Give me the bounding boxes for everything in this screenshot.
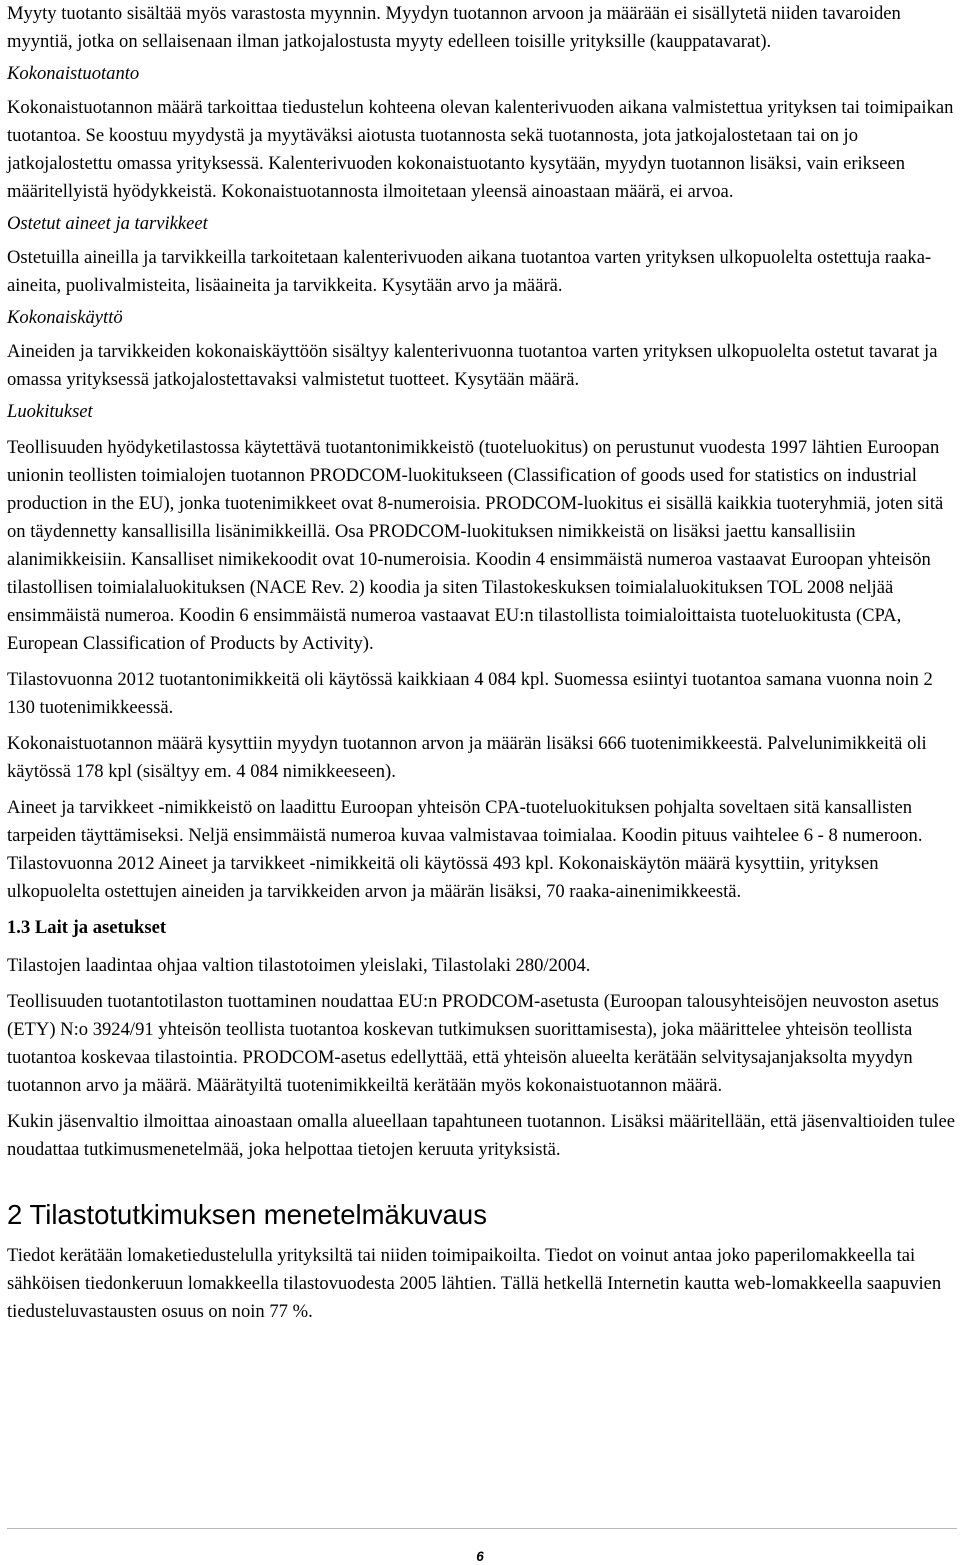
- paragraph-luokitukset-4: Aineet ja tarvikkeet -nimikkeistö on laadittu Euroopan yhteisön CPA-tuoteluokituksen pohjalta soveltaen sitä kansallisten tarpeiden täyttämiseksi. Neljä ensimmäistä numeroa kuvaa valmistavaa toimialaa. Koodin pituus vaihtelee 6 - 8 numeroon. Tilastovuonna 2012 Aineet ja tarvikkeet -nimikkeitä oli käytössä 493 kpl. Kokonaiskäytön määrä kysyttiin, yrityksen ulkopuolelta ostettujen aineiden ja tarvikkeiden arvon ja määrän lisäksi, 70 raaka-ainenimikkeestä.: [7, 797, 923, 902]
- paragraph-lait-1: Tilastojen laadintaa ohjaa valtion tilastotoimen yleislaki, Tilastolaki 280/2004.: [7, 955, 591, 976]
- intro-paragraph: Myyty tuotanto sisältää myös varastosta myynnin. Myydyn tuotannon arvoon ja määrään ei sisällytetä niiden tavaroiden myyntiä, jotka on sellaisenaan ilman jatkojalostusta myyty edelleen toisille yrityksille (kauppatavarat).: [7, 3, 901, 52]
- paragraph-luokitukset-2: Tilastovuonna 2012 tuotantonimikkeitä oli käytössä kaikkiaan 4 084 kpl. Suomessa esiintyi tuotantoa samana vuonna noin 2 130 tuotenimikkeessä.: [7, 669, 933, 718]
- paragraph-lait-2: Teollisuuden tuotantotilaston tuottaminen noudattaa EU:n PRODCOM-asetusta (Euroopan talousyhteisöjen neuvoston asetus (ETY) N:o 3924/91 yhteisön teollista tuotantoa koskevan tutkimuksen suorittamisesta), joka määrittelee yhteisön teollista tuotantoa koskevaa tilastointia. PRODCOM-asetus edellyttää, että yhteisön alueelta kerätään selvitysajanjaksolta myydyn tuotannon arvo ja määrä. Määrätyiltä tuotenimikkeiltä kerätään myös kokonaistuotannon määrä.: [7, 991, 939, 1096]
- heading-ostetut-aineet: Ostetut aineet ja tarvikkeet: [7, 213, 208, 234]
- page-number: 6: [476, 1549, 484, 1564]
- section-heading-lait-ja-asetukset: 1.3 Lait ja asetukset: [7, 917, 167, 938]
- section-heading-menetelmakuvaus: 2 Tilastotutkimuksen menetelmäkuvaus: [7, 1199, 487, 1230]
- heading-kokonaistuotanto: Kokonaistuotanto: [7, 63, 140, 84]
- paragraph-luokitukset-1: Teollisuuden hyödyketilastossa käytettävä tuotantonimikkeistö (tuoteluokitus) on perustunut vuodesta 1997 lähtien Euroopan unionin teollisten toimialojen tuotannon PRODCOM-luokitukseen (Classification of goods used for statistics on industrial production in the EU), jonka tuotenimikkeet ovat 8-numeroisia. PRODCOM-luokitus ei sisällä kaikkia tuoteryhmiä, joten sitä on täydennetty kansallisilla lisänimikkeillä. Osa PRODCOM-luokituksen nimikkeistä on lisäksi jaettu kansallisiin alanimikkeisiin. Kansalliset nimikekoodit ovat 10-numeroisia. Koodin 4 ensimmäistä numeroa vastaavat Euroopan yhteisön tilastollisen toimialaluokituksen (NACE Rev. 2) koodia ja siten Tilastokeskuksen toimialaluokituksen TOL 2008 neljää ensimmäistä numeroa. Koodin 6 ensimmäistä numeroa vastaavat EU:n tilastollista toimialoittaista tuoteluokitusta (CPA, European Classification of Products by Activity).: [7, 437, 944, 654]
- footer-divider: [7, 1528, 957, 1529]
- paragraph-luokitukset-3: Kokonaistuotannon määrä kysyttiin myydyn tuotannon arvon ja määrän lisäksi 666 tuotenimikkeestä. Palvelunimikkeitä oli käytössä 178 kpl (sisältyy em. 4 084 nimikkeeseen).: [7, 733, 927, 782]
- paragraph-kokonaistuotanto: Kokonaistuotannon määrä tarkoittaa tiedustelun kohteena olevan kalenterivuoden aikana valmistettua yrityksen tai toimipaikan tuotantoa. Se koostuu myydystä ja myytäväksi aiotusta tuotannosta sekä tuotannosta, jota jatkojalostetaan tai on jo jatkojalostettu omassa yrityksessä. Kalenterivuoden kokonaistuotanto kysytään, myydyn tuotannon lisäksi, vain erikseen määritellyistä hyödykkeistä. Kokonaistuotannosta ilmoitetaan yleensä ainoastaan määrä, ei arvoa.: [7, 97, 954, 202]
- heading-kokonaiskaytto: Kokonaiskäyttö: [7, 307, 123, 328]
- paragraph-kokonaiskaytto: Aineiden ja tarvikkeiden kokonaiskäyttöön sisältyy kalenterivuonna tuotantoa varten yrityksen ulkopuolelta ostetut tavarat ja omassa yrityksessä jatkojalostettavaksi valmistetut tuotteet. Kysytään määrä.: [7, 341, 938, 390]
- paragraph-ostetut-aineet: Ostetuilla aineilla ja tarvikkeilla tarkoitetaan kalenterivuoden aikana tuotantoa varten yrityksen ulkopuolelta ostettuja raaka-aineita, puolivalmisteita, lisäaineita ja tarvikkeita. Kysytään arvo ja määrä.: [7, 247, 932, 296]
- paragraph-lait-3: Kukin jäsenvaltio ilmoittaa ainoastaan omalla alueellaan tapahtuneen tuotannon. Lisäksi määritellään, että jäsenvaltioiden tulee noudattaa tutkimusmenetelmää, joka helpottaa tietojen keruuta yrityksistä.: [7, 1111, 955, 1160]
- heading-luokitukset: Luokitukset: [7, 401, 93, 422]
- paragraph-menetelmakuvaus: Tiedot kerätään lomaketiedustelulla yrityksiltä tai niiden toimipaikoilta. Tiedot on voinut antaa joko paperilomakkeella tai sähköisen tiedonkeruun lomakkeella tilastovuodesta 2005 lähtien. Tällä hetkellä Internetin kautta web-lomakkeella saapuvien tiedusteluvastausten osuus on noin 77 %.: [7, 1245, 942, 1322]
- document-page: [7, 0, 957, 1326]
